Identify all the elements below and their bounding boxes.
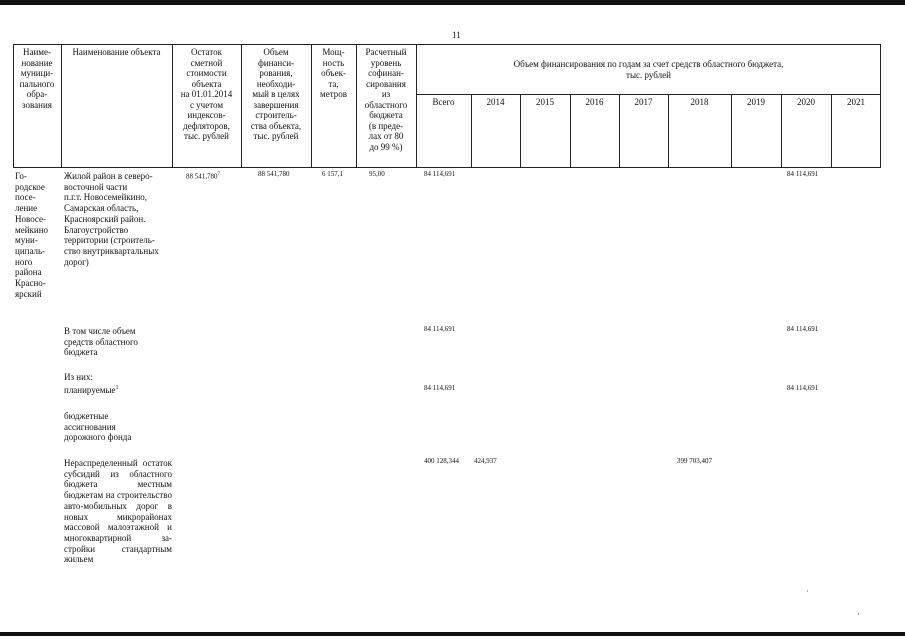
header-total: Всего: [432, 97, 455, 107]
of-them-label: Из них:: [64, 372, 93, 382]
unallocated-total-value: 400 128,344: [424, 457, 459, 465]
remaining-cost-footnote: 7: [217, 172, 220, 177]
top-border-bar: [0, 0, 905, 5]
unallocated-label: Нераспределенный остаток субсидий из областного бюджета местным бюджетам на строительство авто-мобильных дорог в новых микрорайонах массовой малоэтажной и многоквартирной за-стройки стандартным жильем: [64, 458, 172, 565]
year-2020-value: 84 114,691: [787, 170, 819, 178]
header-year-2014: 2014: [486, 97, 505, 107]
header-year-2015: 2015: [536, 97, 554, 107]
header-year-2018: 2018: [690, 97, 709, 107]
scan-speck: ·: [857, 610, 860, 619]
remaining-cost-amount: 88 541,780: [186, 172, 218, 181]
header-financing-volume: Объем финанси- рования, необходи- мый в целях завершения строитель- ства объекта, тыс. рублей: [250, 47, 302, 141]
regional-budget-label: В том числе объем средств областного бюджета: [64, 326, 138, 358]
header-year-2020: 2020: [797, 97, 815, 107]
header-year-2021: 2021: [847, 97, 865, 107]
header-object-name: Наименование объекта: [72, 47, 161, 57]
regional-2020-value: 84 114,691: [787, 325, 819, 333]
regional-total-value: 84 114,691: [424, 325, 456, 333]
header-funding-by-years: Объем финансирования по годам за счет средств областного бюджета, тыс. рублей: [513, 59, 784, 80]
planned-label: [64, 383, 172, 396]
scan-speck: ·: [806, 587, 809, 596]
planned-2020-value: 84 114,691: [787, 384, 819, 392]
cofinancing-level-value: 95,00: [369, 170, 385, 178]
total-value: 84 114,691: [424, 170, 456, 178]
header-municipality: Наиме- нование муници- пального обра- зования: [19, 47, 55, 110]
object-description: Жилой район в северо- восточной части п.г.т. Новосемейкино, Самарская область, Красноярский район. Благоустройство территории (строитель- ство внутриквартальных дорог): [64, 171, 159, 267]
header-year-2016: 2016: [585, 97, 604, 107]
financing-volume-value: 88 541,780: [258, 170, 290, 178]
bottom-border-bar: [0, 632, 905, 636]
capacity-value: 6 157,1: [322, 170, 343, 178]
planned-total-value: 84 114,691: [424, 384, 456, 392]
road-fund-label: бюджетные ассигнования дорожного фонда: [64, 411, 132, 443]
page-number: 11: [452, 30, 461, 40]
header-remaining-cost: Остаток сметной стоимости объекта на 01.01.2014 с учетом индексов- дефляторов, тыс. рублей: [180, 47, 233, 141]
header-capacity: Мощ- ность объек- та, метров: [320, 47, 347, 99]
unallocated-2018-value: 399 703,407: [677, 457, 712, 465]
planned-footnote: 1: [115, 385, 119, 391]
unallocated-2014-value: 424,937: [474, 457, 497, 465]
municipality-name: Го- родское посе- ление Новосе- мейкино муни- ципаль- ного района Красно- ярский: [15, 171, 49, 299]
header-year-2017: 2017: [634, 97, 653, 107]
header-year-2019: 2019: [747, 97, 765, 107]
remaining-cost-value: [186, 170, 220, 181]
header-cofinancing-level: Расчетный уровень софинан- сирования из областного бюджета (в преде- лах от 80 до 99 %): [364, 47, 408, 152]
planned-label-text: планируемые: [64, 385, 116, 395]
